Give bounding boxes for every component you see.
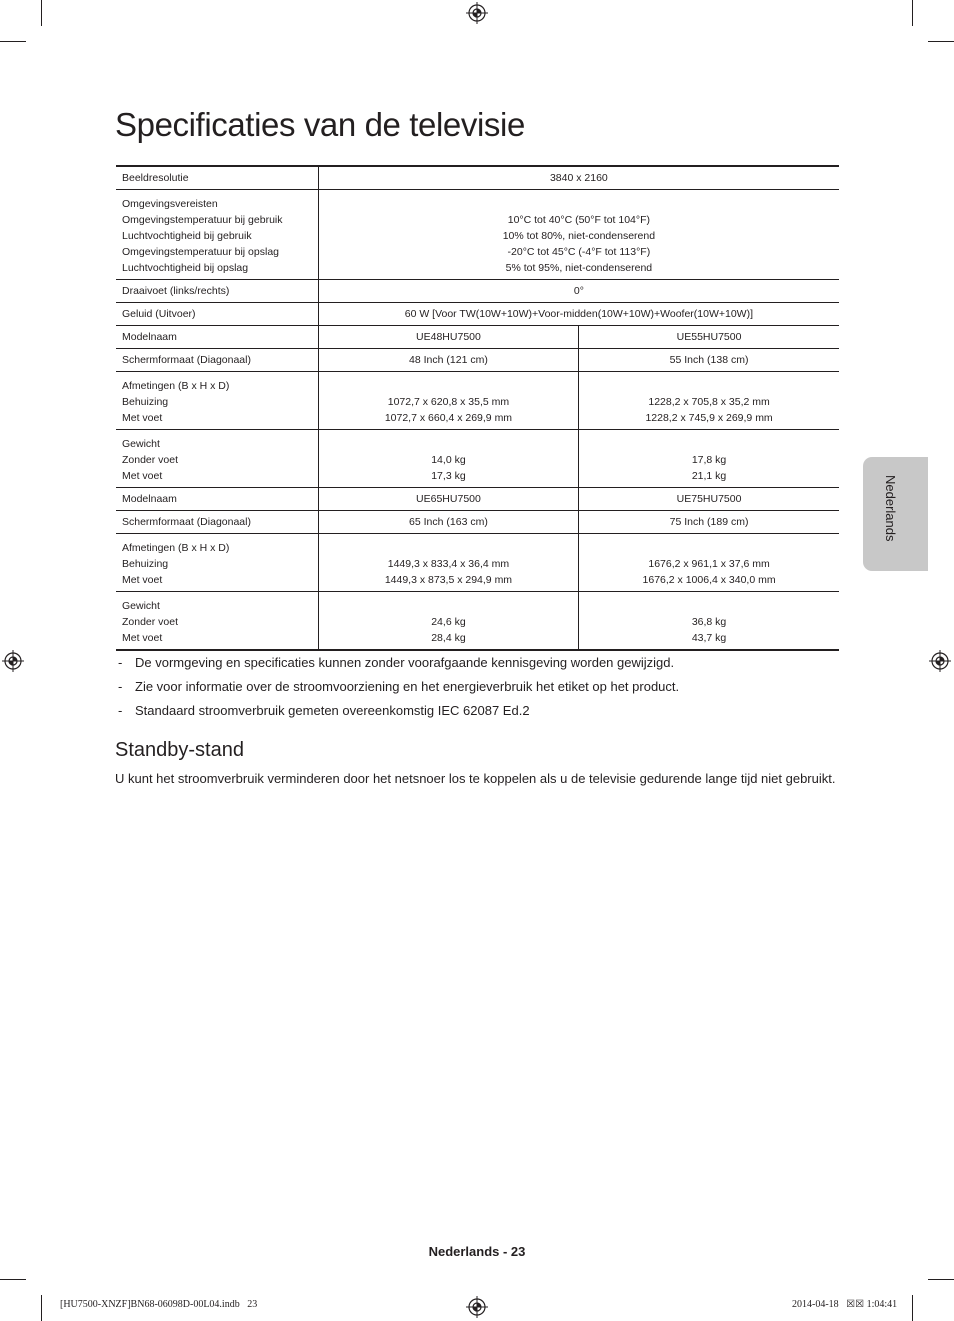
note-text: Standaard stroomverbruik gemeten overeenkomstig IEC 62087 Ed.2	[135, 703, 530, 718]
spec-label: Gewicht	[122, 438, 160, 450]
spec-value-cell	[579, 534, 839, 592]
spec-value: 5% tot 95%, niet-condenserend	[505, 262, 653, 274]
spec-value: 3840 x 2160	[549, 172, 608, 184]
print-slug-timestamp: 2014-04-18 ☒☒ 1:04:41	[792, 1299, 898, 1310]
table-row	[116, 326, 839, 349]
spec-table	[116, 165, 839, 651]
spec-value: UE55HU7500	[676, 331, 742, 343]
spec-label-cell	[116, 326, 318, 349]
page-title: Specificaties van de televisie	[115, 106, 525, 143]
spec-value-cell	[579, 430, 839, 488]
spec-label: Luchtvochtigheid bij opslag	[122, 262, 249, 274]
spec-label-cell	[116, 534, 318, 592]
spec-label: Modelnaam	[122, 331, 177, 343]
table-row	[116, 488, 839, 511]
note-text: De vormgeving en specificaties kunnen zonder voorafgaande kennisgeving worden gewijzigd.	[135, 655, 675, 670]
table-row	[116, 303, 839, 326]
spec-label-cell	[116, 372, 318, 430]
list-item	[118, 678, 679, 702]
spec-value: 36,8 kg	[691, 616, 727, 628]
spec-value: 1676,2 x 961,1 x 37,6 mm	[648, 558, 770, 570]
crop-mark	[928, 1279, 954, 1280]
spec-label: Behuizing	[122, 396, 169, 408]
spec-value: 28,4 kg	[431, 632, 466, 644]
table-row	[116, 280, 839, 303]
spec-value: 1676,2 x 1006,4 x 340,0 mm	[642, 574, 776, 586]
spec-label: Met voet	[122, 632, 163, 644]
spec-value: 1228,2 x 705,8 x 35,2 mm	[648, 396, 770, 408]
spec-value: 60 W [Voor TW(10W+10W)+Voor-midden(10W+10W)+Woofer(10W+10W)]	[404, 308, 754, 320]
spec-label: Gewicht	[122, 600, 160, 612]
spec-value: 1449,3 x 873,5 x 294,9 mm	[384, 574, 513, 586]
side-tab-label: Nederlands	[883, 475, 898, 542]
spec-label-cell	[116, 430, 318, 488]
spec-label: Schermformaat (Diagonaal)	[122, 516, 251, 528]
spec-label: Behuizing	[122, 558, 169, 570]
table-row	[116, 372, 839, 430]
spec-value: 10% tot 80%, niet-condenserend	[502, 230, 656, 242]
spec-value: 1449,3 x 833,4 x 36,4 mm	[387, 558, 510, 570]
spec-value: 24,6 kg	[431, 616, 466, 628]
spec-label: Luchtvochtigheid bij gebruik	[122, 230, 252, 242]
crop-mark	[0, 41, 26, 42]
spec-label: Zonder voet	[122, 454, 179, 466]
spec-value: UE75HU7500	[676, 493, 742, 505]
spec-label: Beeldresolutie	[122, 172, 189, 184]
spec-value: 1072,7 x 620,8 x 35,5 mm	[387, 396, 510, 408]
spec-label: Geluid (Uitvoer)	[122, 308, 196, 320]
spec-value-cell	[318, 430, 578, 488]
crop-mark	[928, 41, 954, 42]
spec-value-cell	[318, 166, 839, 190]
bullet-dash: -	[118, 679, 123, 694]
page-number: Nederlands - 23	[428, 1244, 526, 1259]
spec-value-cell	[318, 488, 578, 511]
crop-mark	[912, 0, 913, 26]
spec-value: 10°C tot 40°C (50°F tot 104°F)	[507, 214, 651, 226]
standby-body: U kunt het stroomverbruik verminderen door het netsnoer los te koppelen als u de televisie gedurende lange tijd niet gebruikt.	[115, 771, 836, 786]
spec-label: Omgevingsvereisten	[122, 198, 218, 210]
language-side-tab	[863, 457, 928, 571]
table-row	[116, 190, 839, 280]
spec-label: Met voet	[122, 412, 163, 424]
spec-value: UE65HU7500	[416, 493, 481, 505]
spec-value-cell	[579, 592, 839, 651]
table-row	[116, 430, 839, 488]
list-item	[118, 654, 679, 678]
bullet-dash: -	[118, 655, 123, 670]
notes-list	[118, 654, 679, 726]
spec-value-cell	[318, 511, 578, 534]
spec-value-cell	[579, 326, 839, 349]
spec-value-cell	[318, 592, 578, 651]
spec-value-cell	[579, 349, 839, 372]
print-slug-filename: [HU7500-XNZF]BN68-06098D-00L04.indb 23	[60, 1299, 258, 1310]
spec-label: Afmetingen (B x H x D)	[122, 380, 230, 392]
spec-label-cell	[116, 488, 318, 511]
spec-value-cell	[579, 511, 839, 534]
spec-label: Omgevingstemperatuur bij gebruik	[122, 214, 283, 226]
table-row	[116, 592, 839, 651]
spec-value: 48 Inch (121 cm)	[409, 354, 488, 366]
note-text: Zie voor informatie over de stroomvoorziening en het energieverbruik het etiket op het product.	[135, 679, 680, 694]
spec-value-cell	[318, 303, 839, 326]
spec-value-cell	[318, 190, 839, 280]
table-row	[116, 534, 839, 592]
spec-label-cell	[116, 303, 318, 326]
spec-label: Schermformaat (Diagonaal)	[122, 354, 251, 366]
spec-value-cell	[318, 280, 839, 303]
table-row	[116, 511, 839, 534]
spec-value: 55 Inch (138 cm)	[669, 354, 749, 366]
spec-value-cell	[579, 372, 839, 430]
spec-label-cell	[116, 511, 318, 534]
spec-value-cell	[318, 349, 578, 372]
spec-label-cell	[116, 190, 318, 280]
crop-mark	[41, 0, 42, 26]
crop-mark	[0, 1279, 26, 1280]
spec-label: Draaivoet (links/rechts)	[122, 285, 230, 297]
spec-label-cell	[116, 166, 318, 190]
standby-heading: Standby-stand	[115, 739, 244, 761]
spec-value-cell	[318, 326, 578, 349]
spec-value-cell	[579, 488, 839, 511]
spec-label-cell	[116, 592, 318, 651]
registration-mark-icon	[929, 650, 951, 672]
spec-label-cell	[116, 280, 318, 303]
spec-value: -20°C tot 45°C (-4°F tot 113°F)	[507, 246, 651, 258]
spec-value: 21,1 kg	[691, 470, 727, 482]
spec-value: 1228,2 x 745,9 x 269,9 mm	[645, 412, 773, 424]
table-row	[116, 349, 839, 372]
spec-value: 17,8 kg	[691, 454, 727, 466]
spec-value: 17,3 kg	[431, 470, 466, 482]
spec-value: 43,7 kg	[691, 632, 727, 644]
spec-label: Afmetingen (B x H x D)	[122, 542, 230, 554]
registration-mark-icon	[2, 650, 24, 672]
registration-mark-icon	[466, 1296, 488, 1318]
spec-value: 14,0 kg	[431, 454, 466, 466]
spec-label: Met voet	[122, 470, 163, 482]
spec-value: 65 Inch (163 cm)	[409, 516, 488, 528]
spec-value: 1072,7 x 660,4 x 269,9 mm	[384, 412, 513, 424]
spec-label: Modelnaam	[122, 493, 177, 505]
spec-value-cell	[318, 372, 578, 430]
spec-value: UE48HU7500	[416, 331, 481, 343]
spec-value: 75 Inch (189 cm)	[669, 516, 749, 528]
list-item	[118, 702, 679, 726]
spec-label: Omgevingstemperatuur bij opslag	[122, 246, 279, 258]
spec-label: Met voet	[122, 574, 163, 586]
crop-mark	[912, 1295, 913, 1321]
crop-mark	[41, 1295, 42, 1321]
bullet-dash: -	[118, 703, 123, 718]
spec-label-cell	[116, 349, 318, 372]
registration-mark-icon	[466, 2, 488, 24]
spec-label: Zonder voet	[122, 616, 179, 628]
spec-value: 0°	[573, 285, 584, 297]
spec-value-cell	[318, 534, 578, 592]
table-row	[116, 166, 839, 190]
